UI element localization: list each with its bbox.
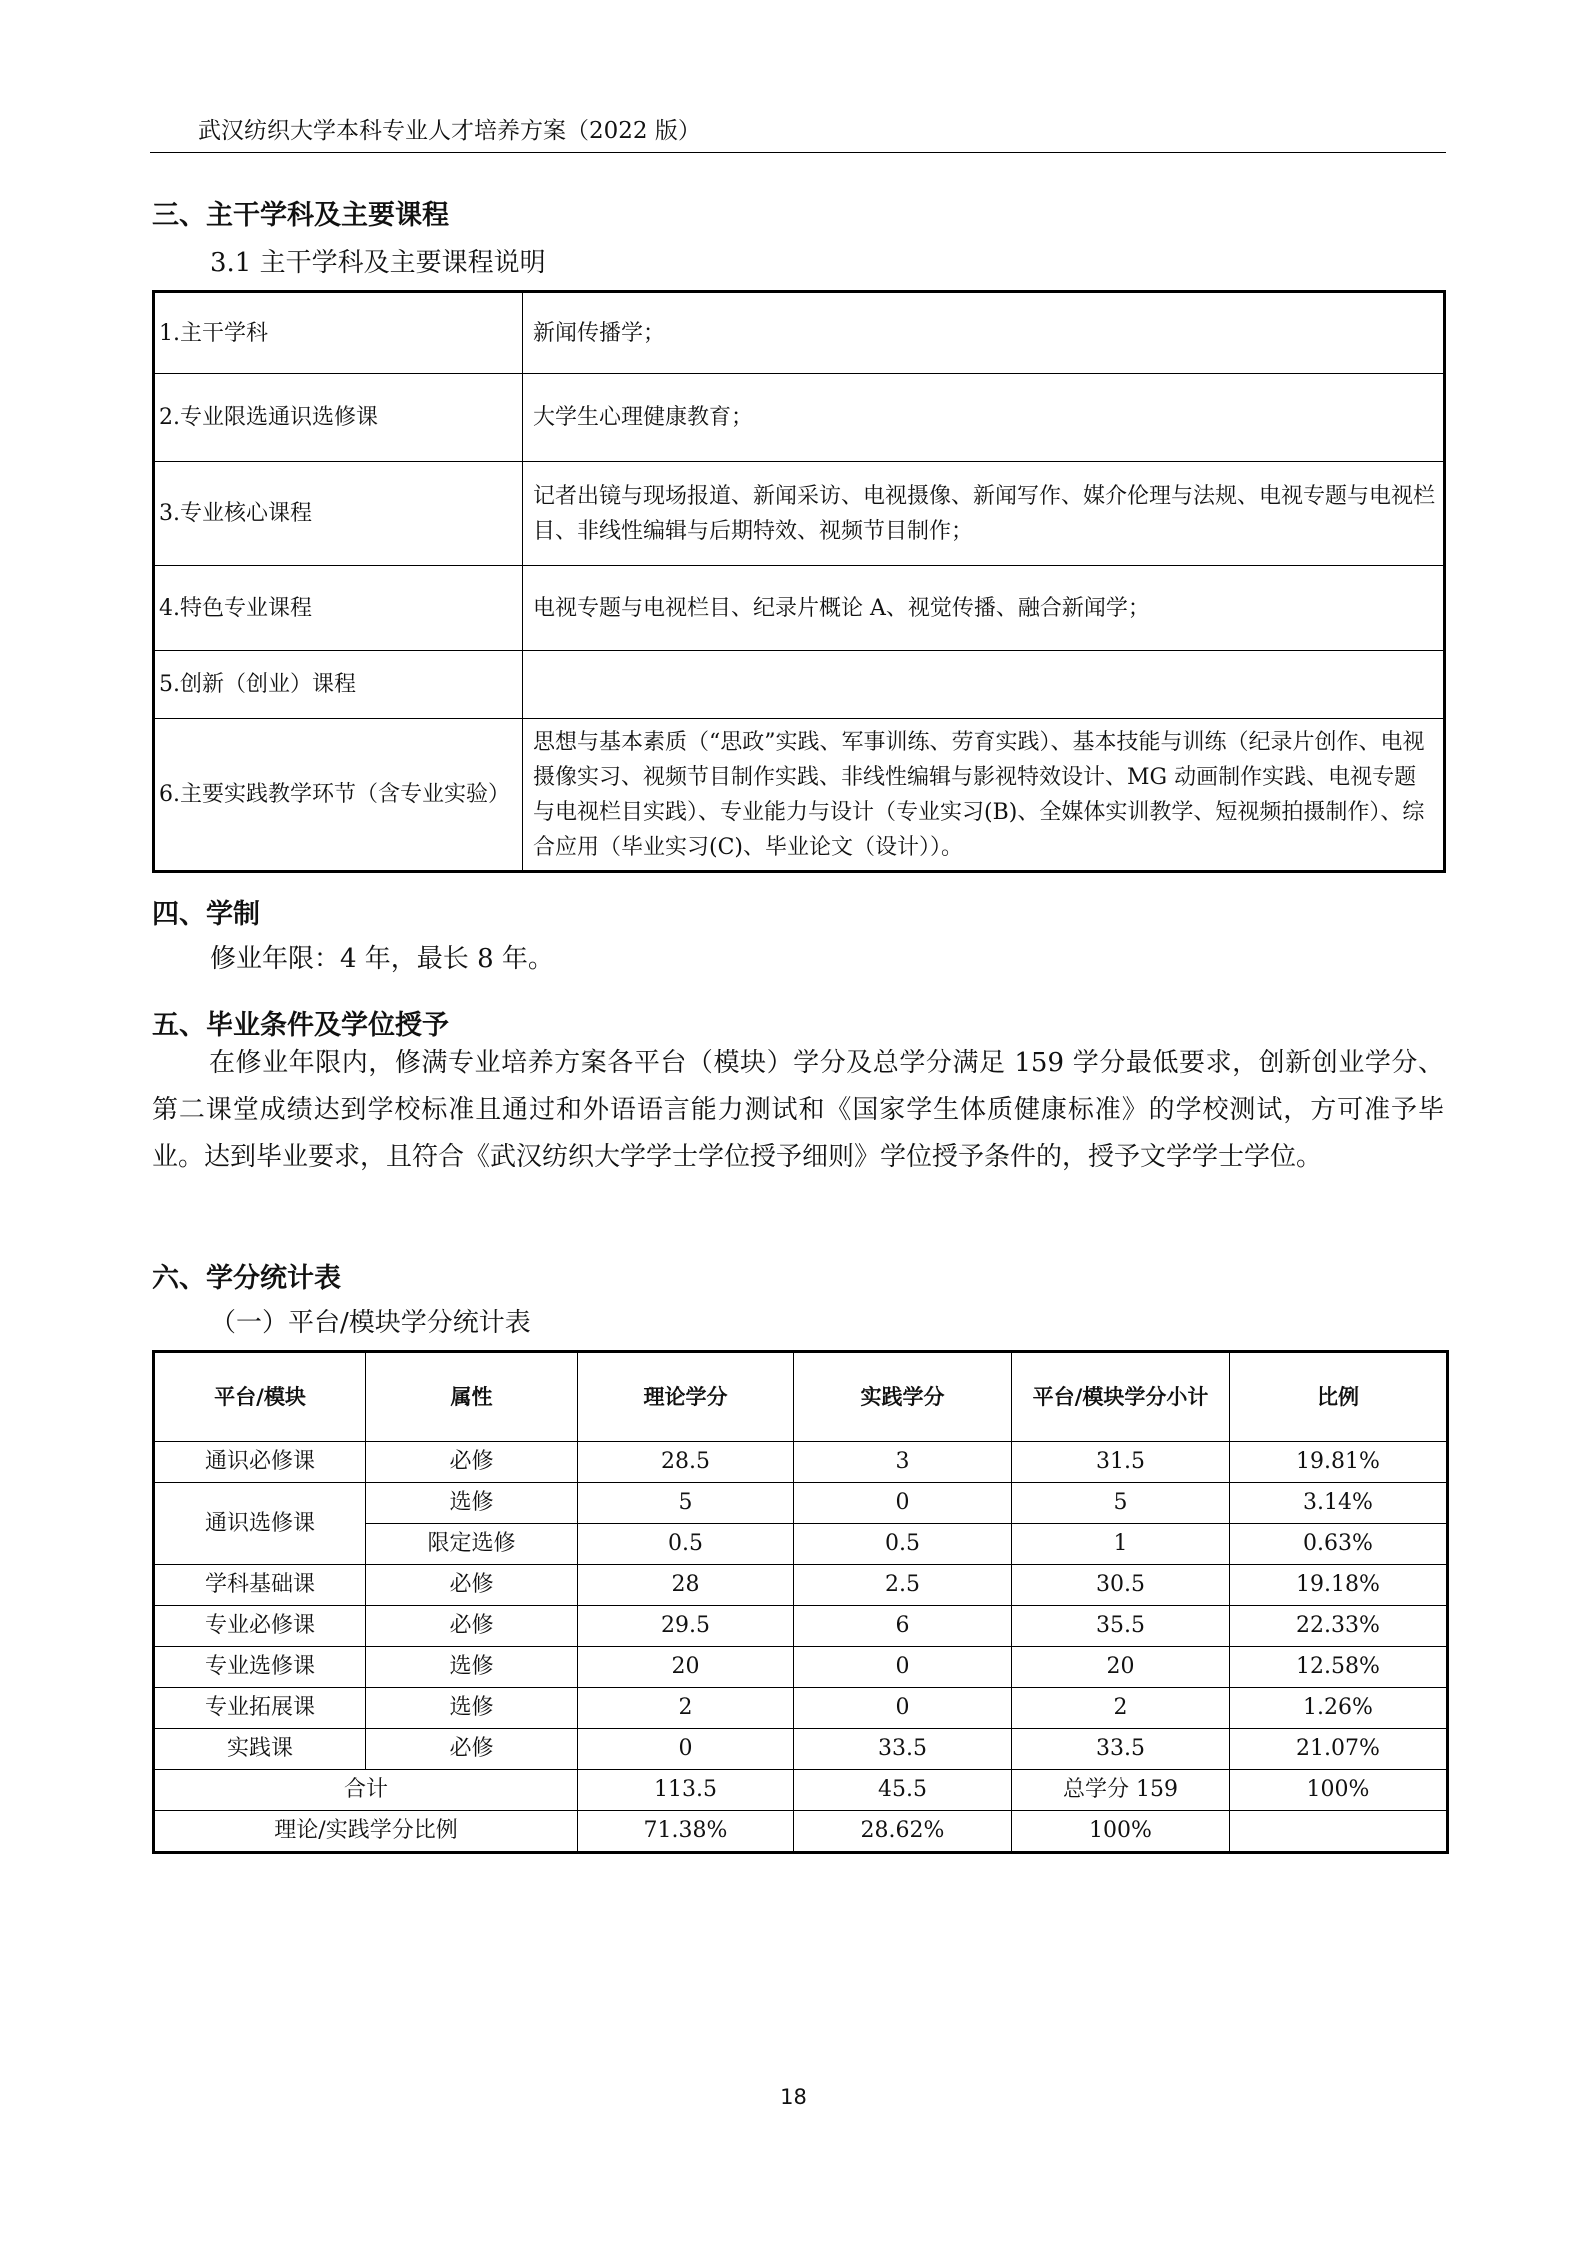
table-cell: 2 <box>578 1688 794 1729</box>
table-row <box>154 719 1445 872</box>
table-cell: 29.5 <box>578 1606 794 1647</box>
table-cell: 0.5 <box>578 1524 794 1565</box>
total-subtotal: 总学分 159 <box>1012 1770 1230 1811</box>
table-cell: 12.58% <box>1230 1647 1448 1688</box>
table-row <box>154 292 1445 374</box>
section-5-paragraph: 在修业年限内，修满专业培养方案各平台（模块）学分及总学分满足 159 学分最低要求，创新创业学分、第二课堂成绩达到学校标准且通过和外语语言能力测试和《国家学生体质健康标准》的学校测试，方可准予毕业。达到毕业要求，且符合《武汉纺织大学学士学位授予细则》学位授予条件的，授予文学学士学位。 <box>152 1048 1444 1172</box>
table-cell: 2 <box>1012 1688 1230 1729</box>
row-value: 电视专题与电视栏目、纪录片概论 A、视觉传播、融合新闻学； <box>523 566 1445 651</box>
table-cell: 20 <box>578 1647 794 1688</box>
section-3-1-subheading: 3.1 主干学科及主要课程说明 <box>210 248 546 278</box>
section-3-heading: 三、主干学科及主要课程 <box>152 200 449 231</box>
ratio-theory: 71.38% <box>578 1811 794 1853</box>
table-row <box>154 651 1445 719</box>
row-value: 思想与基本素质（“思政”实践、军事训练、劳育实践）、基本技能与训练（纪录片创作、电视摄像实习、视频节目制作实践、非线性编辑与影视特效设计、MG 动画制作实践、电视专题与电视栏目实践）、专业能力与设计（专业实习(B)、全媒体实训教学、短视频拍摄制作）、综合应用（毕业实习(C)、毕业论文（设计））。 <box>523 719 1445 872</box>
total-practice: 45.5 <box>794 1770 1012 1811</box>
table-row <box>154 1483 1448 1524</box>
table-cell: 22.33% <box>1230 1606 1448 1647</box>
section-6-heading: 六、学分统计表 <box>152 1263 341 1294</box>
table-cell: 0 <box>794 1647 1012 1688</box>
row-value <box>523 651 1445 719</box>
table-cell: 5 <box>1012 1483 1230 1524</box>
row-label: 5.创新（创业）课程 <box>154 651 523 719</box>
table-cell: 31.5 <box>1012 1442 1230 1483</box>
table-cell: 通识选修课 <box>154 1483 366 1565</box>
section-6-subheading: （一）平台/模块学分统计表 <box>210 1308 531 1338</box>
table-cell: 33.5 <box>794 1729 1012 1770</box>
column-header: 平台/模块学分小计 <box>1012 1352 1230 1442</box>
row-value: 新闻传播学； <box>523 292 1445 374</box>
row-value: 大学生心理健康教育； <box>523 374 1445 462</box>
table-cell: 必修 <box>366 1729 578 1770</box>
page-header <box>150 112 1446 153</box>
table-cell: 6 <box>794 1606 1012 1647</box>
column-header: 实践学分 <box>794 1352 1012 1442</box>
total-label: 合计 <box>154 1770 578 1811</box>
page-number: 18 <box>780 2085 807 2109</box>
table-cell: 1 <box>1012 1524 1230 1565</box>
table-row <box>154 374 1445 462</box>
row-value: 记者出镜与现场报道、新闻采访、电视摄像、新闻写作、媒介伦理与法规、电视专题与电视栏目、非线性编辑与后期特效、视频节目制作； <box>523 462 1445 566</box>
table-header-row <box>154 1352 1448 1442</box>
table-row <box>154 1647 1448 1688</box>
table-cell: 33.5 <box>1012 1729 1230 1770</box>
table-cell: 21.07% <box>1230 1729 1448 1770</box>
section-4-text: 修业年限：4 年，最长 8 年。 <box>210 944 554 974</box>
table-cell: 0 <box>794 1483 1012 1524</box>
table-cell: 19.81% <box>1230 1442 1448 1483</box>
ratio-subtotal: 100% <box>1012 1811 1230 1853</box>
table-cell: 28 <box>578 1565 794 1606</box>
table-cell: 19.18% <box>1230 1565 1448 1606</box>
ratio-practice: 28.62% <box>794 1811 1012 1853</box>
table-cell: 实践课 <box>154 1729 366 1770</box>
table-cell: 3.14% <box>1230 1483 1448 1524</box>
table-cell: 选修 <box>366 1483 578 1524</box>
total-ratio: 100% <box>1230 1770 1448 1811</box>
section-4-heading: 四、学制 <box>152 899 260 930</box>
row-label: 3.专业核心课程 <box>154 462 523 566</box>
column-header: 理论学分 <box>578 1352 794 1442</box>
table-cell: 必修 <box>366 1606 578 1647</box>
table-cell: 学科基础课 <box>154 1565 366 1606</box>
main-courses-table <box>152 290 1446 873</box>
table-cell: 28.5 <box>578 1442 794 1483</box>
table-cell: 20 <box>1012 1647 1230 1688</box>
table-cell: 30.5 <box>1012 1565 1230 1606</box>
section-5-heading: 五、毕业条件及学位授予 <box>152 1010 449 1041</box>
table-cell: 0.63% <box>1230 1524 1448 1565</box>
table-cell: 3 <box>794 1442 1012 1483</box>
row-label: 2.专业限选通识选修课 <box>154 374 523 462</box>
table-cell: 选修 <box>366 1688 578 1729</box>
table-cell: 必修 <box>366 1442 578 1483</box>
table-row <box>154 1565 1448 1606</box>
column-header: 平台/模块 <box>154 1352 366 1442</box>
column-header: 比例 <box>1230 1352 1448 1442</box>
row-label: 6.主要实践教学环节（含专业实验） <box>154 719 523 872</box>
table-cell: 0 <box>578 1729 794 1770</box>
table-row <box>154 566 1445 651</box>
ratio-ratio <box>1230 1811 1448 1853</box>
table-cell: 0 <box>794 1688 1012 1729</box>
table-cell: 2.5 <box>794 1565 1012 1606</box>
credit-statistics-table <box>152 1350 1449 1854</box>
table-cell: 限定选修 <box>366 1524 578 1565</box>
table-cell: 通识必修课 <box>154 1442 366 1483</box>
table-cell: 1.26% <box>1230 1688 1448 1729</box>
table-cell: 专业必修课 <box>154 1606 366 1647</box>
table-cell: 5 <box>578 1483 794 1524</box>
column-header: 属性 <box>366 1352 578 1442</box>
table-row <box>154 1688 1448 1729</box>
table-cell: 35.5 <box>1012 1606 1230 1647</box>
header-title: 武汉纺织大学本科专业人才培养方案（2022 版） <box>198 118 701 144</box>
table-cell: 必修 <box>366 1565 578 1606</box>
row-label: 4.特色专业课程 <box>154 566 523 651</box>
table-row <box>154 462 1445 566</box>
table-cell: 0.5 <box>794 1524 1012 1565</box>
table-cell: 选修 <box>366 1647 578 1688</box>
ratio-label: 理论/实践学分比例 <box>154 1811 578 1853</box>
table-row <box>154 1729 1448 1770</box>
table-ratio-row <box>154 1811 1448 1853</box>
row-label: 1.主干学科 <box>154 292 523 374</box>
total-theory: 113.5 <box>578 1770 794 1811</box>
table-cell: 专业拓展课 <box>154 1688 366 1729</box>
table-cell: 专业选修课 <box>154 1647 366 1688</box>
table-row <box>154 1442 1448 1483</box>
table-total-row <box>154 1770 1448 1811</box>
table-row <box>154 1606 1448 1647</box>
